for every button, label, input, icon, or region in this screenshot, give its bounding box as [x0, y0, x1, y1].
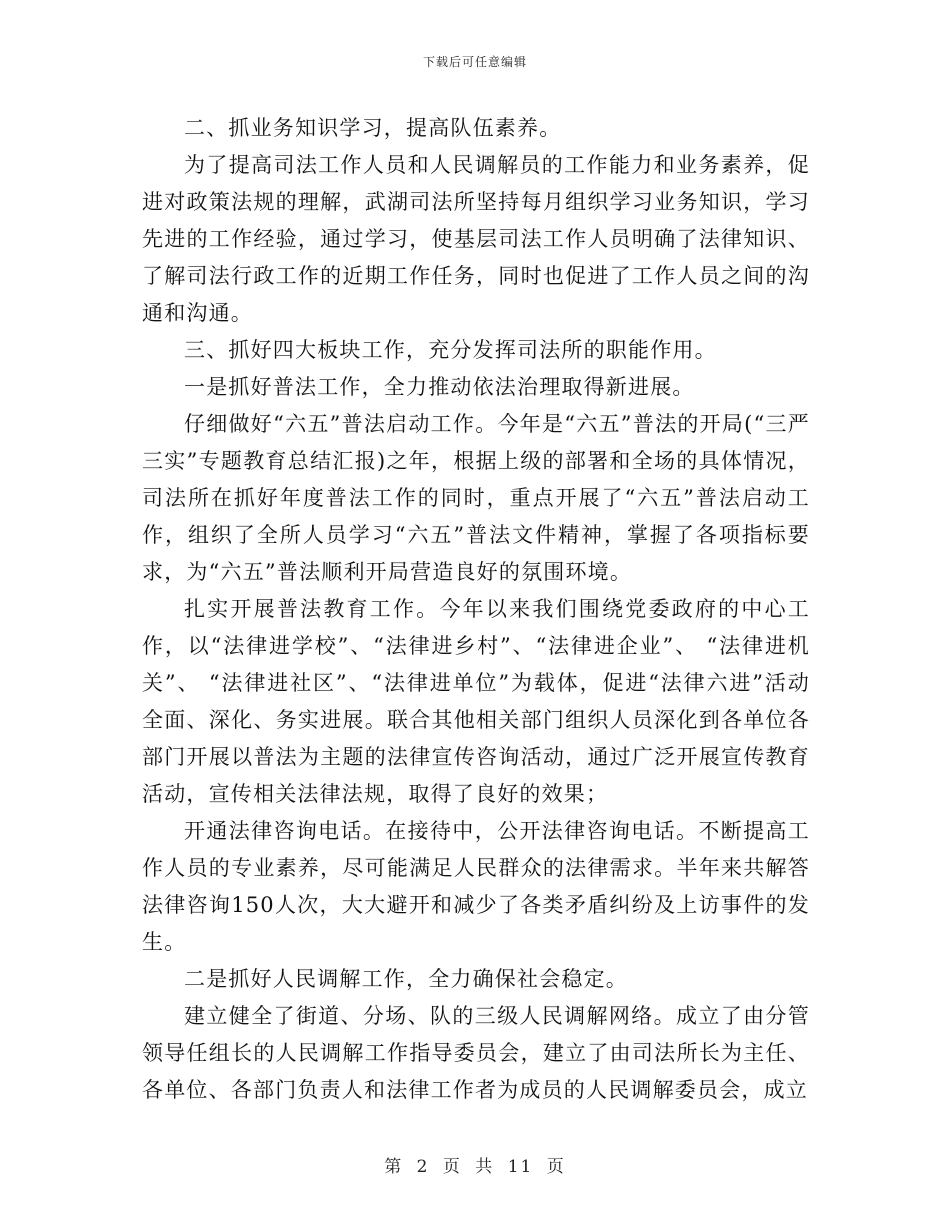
document-body	[142, 110, 810, 1109]
paragraph: 二、抓业务知识学习，提高队伍素养。	[184, 116, 562, 140]
paragraph: 建立健全了街道、分场、队的三级人民调解网络。成立了由分管领导任组长的人民调解工作指导委员会，建立了由司法所长为主任、各单位、各部门负责人和法律工作者为成员的人民调解委员会，成立	[142, 1004, 810, 1102]
paragraph: 为了提高司法工作人员和人民调解员的工作能力和业务素养，促进对政策法规的理解，武湖司法所坚持每月组织学习业务知识，学习先进的工作经验，通过学习，使基层司法工作人员明确了法律知识、了解司法行政工作的近期工作任务，同时也促进了工作人员之间的沟通和沟通。	[142, 153, 810, 325]
paragraph: 二是抓好人民调解工作，全力确保社会稳定。	[184, 967, 628, 991]
page-header: 下载后可任意编辑	[422, 55, 527, 69]
paragraph: 开通法律咨询电话。在接待中，公开法律咨询电话。不断提高工作人员的专业素养，尽可能满足人民群众的法律需求。半年来共解答法律咨询150人次，大大避开和减少了各类矛盾纠纷及上访事件的发生。	[142, 819, 810, 954]
paragraph: 三、抓好四大板块工作，充分发挥司法所的职能作用。	[184, 338, 717, 362]
paragraph: 一是抓好普法工作，全力推动依法治理取得新进展。	[184, 375, 695, 399]
paragraph: 扎实开展普法教育工作。今年以来我们围绕党委政府的中心工作，以“法律进学校”、“法律进乡村”、“法律进企业”、 “法律进机关”、 “法律进社区”、“法律进单位”为载体，促进“法律六进”活动全面、深化、务实进展。联合其他相关部门组织人员深化到各单位各部门开展以普法为主题的法律宣传咨询活动，通过广泛开展宣传教育活动，宣传相关法律法规，取得了良好的效果；	[142, 597, 810, 806]
paragraph: 仔细做好“六五”普法启动工作。今年是“六五”普法的开局(“三严三实”专题教育总结汇报)之年，根据上级的部署和全场的具体情况，司法所在抓好年度普法工作的同时，重点开展了“六五”普法启动工作，组织了全所人员学习“六五”普法文件精神，掌握了各项指标要求，为“六五”普法顺利开局营造良好的氛围环境。	[142, 412, 810, 584]
page-footer: 第 2 页 共 11 页	[384, 1157, 566, 1177]
